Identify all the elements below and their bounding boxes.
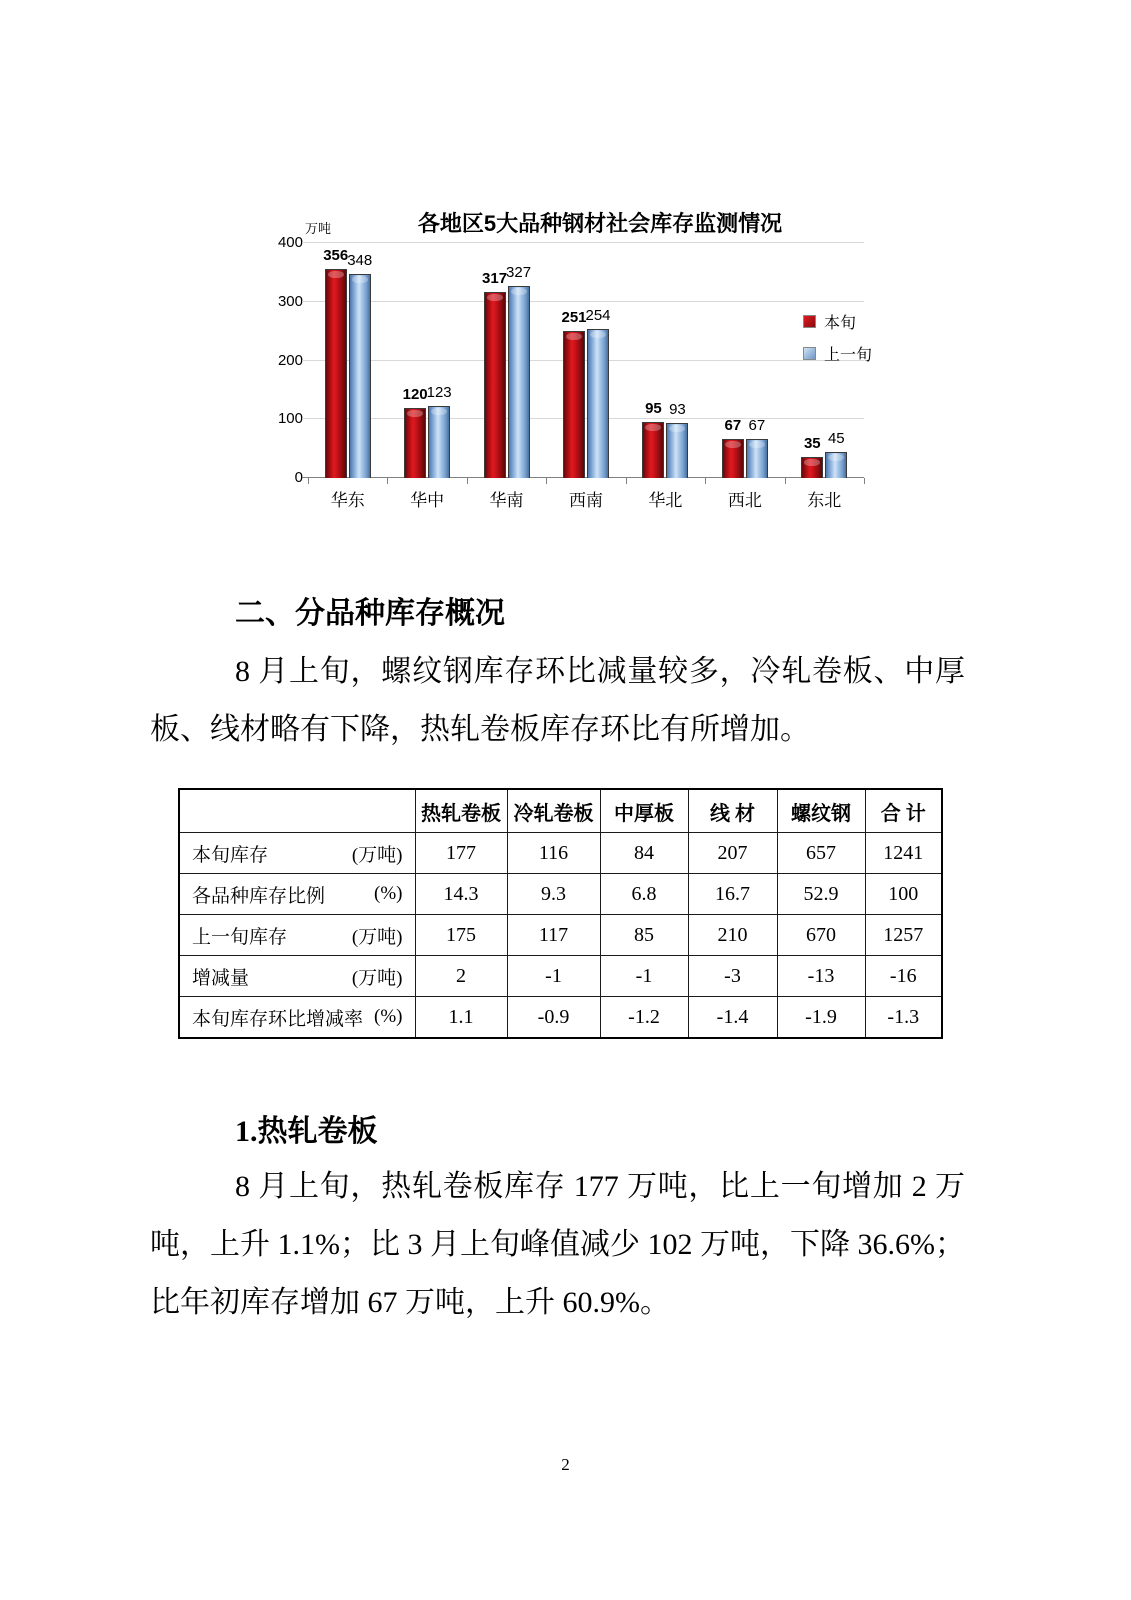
- table-value-cell: -1.9: [777, 997, 865, 1039]
- row-label-unit: (万吨): [351, 926, 403, 948]
- legend-item: [803, 343, 872, 364]
- x-axis-tick: [546, 478, 547, 484]
- x-axis-tick: [387, 478, 388, 484]
- table-value-cell: 175: [415, 915, 507, 956]
- legend-swatch-icon: [803, 315, 816, 328]
- table-row: [179, 833, 942, 874]
- table-value-cell: 1.1: [415, 997, 507, 1039]
- table-value-cell: 1241: [865, 833, 942, 874]
- x-axis-tick: [705, 478, 706, 484]
- table-value-cell: -1.2: [600, 997, 688, 1039]
- bar-value-label-current: 120: [402, 385, 428, 403]
- gridline: [302, 301, 864, 302]
- bar-value-label-previous: 123: [426, 383, 452, 401]
- chart-plot: [308, 243, 864, 478]
- row-label-text: 本旬库存环比增减率: [192, 1008, 364, 1030]
- chart-bar-current: [722, 439, 744, 478]
- y-axis-labels: [277, 234, 303, 486]
- table-row: [179, 915, 942, 956]
- chart-bar-previous: [746, 439, 768, 478]
- legend-item-label: 上一旬: [824, 347, 873, 364]
- table-row-label-cell: [179, 997, 415, 1039]
- table-row-label-cell: [179, 956, 415, 997]
- table-header-cell: 热轧卷板: [415, 789, 507, 833]
- table-header-cell: [179, 789, 415, 833]
- inventory-bar-chart: [277, 195, 880, 530]
- legend-item-label: 本旬: [824, 315, 857, 332]
- table-value-cell: -13: [777, 956, 865, 997]
- chart-bar-previous: [666, 423, 688, 478]
- section-heading-varieties: 二、分品种库存概况: [235, 597, 505, 630]
- chart-bar-current: [801, 457, 823, 478]
- y-tick-label: 0: [294, 469, 303, 486]
- x-category-label: 华东: [330, 491, 365, 510]
- row-label-text: 各品种库存比例: [192, 885, 326, 907]
- x-category-label: 华中: [410, 491, 445, 510]
- table-value-cell: -3: [688, 956, 777, 997]
- chart-bar-previous: [825, 452, 847, 478]
- table-value-cell: -1.3: [865, 997, 942, 1039]
- bar-value-label-current: 67: [724, 416, 742, 434]
- bar-value-label-previous: 327: [506, 263, 532, 281]
- row-label: [180, 963, 415, 990]
- x-category-label: 西北: [727, 491, 762, 510]
- table-value-cell: 52.9: [777, 874, 865, 915]
- table-value-cell: 16.7: [688, 874, 777, 915]
- row-label-unit: (%): [374, 1006, 403, 1027]
- table-row: [179, 956, 942, 997]
- table-value-cell: 657: [777, 833, 865, 874]
- row-label-text: 增减量: [192, 967, 250, 989]
- table-header-cell: 螺纹钢: [777, 789, 865, 833]
- x-axis-tick: [864, 478, 865, 484]
- gridline: [302, 242, 864, 243]
- x-axis-tick: [467, 478, 468, 484]
- y-tick-label: 400: [277, 234, 303, 251]
- table-row: [179, 997, 942, 1039]
- chart-bar-current: [404, 408, 426, 479]
- table-value-cell: 1257: [865, 915, 942, 956]
- x-category-label: 西南: [568, 491, 603, 510]
- row-label-unit: (万吨): [351, 967, 403, 989]
- chart-bar-previous: [349, 274, 371, 478]
- table-value-cell: 100: [865, 874, 942, 915]
- bar-value-label-previous: 93: [669, 401, 686, 419]
- x-axis-tick: [626, 478, 627, 484]
- table-value-cell: 207: [688, 833, 777, 874]
- table-row: [179, 874, 942, 915]
- table-value-cell: 210: [688, 915, 777, 956]
- table-value-cell: 14.3: [415, 874, 507, 915]
- x-category-label: 华北: [648, 491, 683, 510]
- table-row-label-cell: [179, 833, 415, 874]
- row-label-text: 本旬库存: [192, 844, 269, 866]
- x-category-label: 东北: [807, 491, 842, 510]
- table-value-cell: -1: [600, 956, 688, 997]
- x-axis-labels: [308, 486, 864, 510]
- chart-legend: [803, 311, 872, 364]
- chart-bar-previous: [428, 406, 450, 478]
- inventory-table: [178, 788, 943, 1039]
- bar-value-label-current: 317: [482, 269, 508, 287]
- table-value-cell: -1.4: [688, 997, 777, 1039]
- chart-bar-current: [325, 269, 347, 478]
- x-category-label: 华南: [489, 491, 524, 510]
- chart-bar-current: [563, 331, 585, 478]
- chart-bar-current: [484, 292, 506, 478]
- y-tick-label: 300: [277, 292, 303, 310]
- table-value-cell: 9.3: [507, 874, 600, 915]
- bar-value-label-previous: 348: [347, 251, 373, 269]
- bar-value-label-previous: 67: [748, 416, 766, 434]
- chart-bar-previous: [508, 286, 530, 478]
- row-label: [180, 881, 415, 908]
- table-value-cell: 84: [600, 833, 688, 874]
- table-value-cell: 2: [415, 956, 507, 997]
- page-number: 2: [561, 1455, 570, 1474]
- table-value-cell: -16: [865, 956, 942, 997]
- table-value-cell: 85: [600, 915, 688, 956]
- y-axis-unit-label: 万吨: [305, 221, 332, 236]
- table-value-cell: -0.9: [507, 997, 600, 1039]
- row-label-text: 上一旬库存: [192, 926, 288, 948]
- bar-value-label-current: 35: [803, 435, 821, 453]
- table-header-cell: 冷轧卷板: [507, 789, 600, 833]
- table-value-cell: 177: [415, 833, 507, 874]
- row-label-unit: (万吨): [351, 844, 403, 866]
- table-header-row: [179, 789, 942, 833]
- row-label: [180, 840, 415, 867]
- section-heading-hot-rolled: 1.热轧卷板: [235, 1115, 378, 1148]
- table-body: [179, 833, 942, 1039]
- table-row-label-cell: [179, 874, 415, 915]
- row-label: [180, 1004, 415, 1031]
- chart-bar-previous: [587, 329, 609, 478]
- table-value-cell: 117: [507, 915, 600, 956]
- table-value-cell: 6.8: [600, 874, 688, 915]
- bar-value-label-previous: 45: [827, 429, 845, 447]
- legend-item: [803, 311, 872, 332]
- table-header-cell: 合 计: [865, 789, 942, 833]
- table-header-cell: 中厚板: [600, 789, 688, 833]
- chart-title: 各地区5大品种钢材社会库存监测情况: [417, 211, 783, 236]
- x-axis-tick: [785, 478, 786, 484]
- bar-value-label-current: 251: [561, 308, 587, 326]
- bar-value-label-current: 356: [323, 246, 349, 264]
- x-axis-tick: [308, 478, 309, 484]
- bar-value-label-current: 95: [645, 400, 662, 418]
- chart-bar-current: [642, 422, 664, 478]
- table-value-cell: -1: [507, 956, 600, 997]
- y-tick-label: 100: [277, 410, 303, 428]
- paragraph-hot-rolled: 8 月上旬，热轧卷板库存 177 万吨，比上一旬增加 2 万吨，上升 1.1%；比 3 月上旬峰值减少 102 万吨，下降 36.6%；比年初库存增加 67 万吨，上升 60.9%。: [150, 1170, 965, 1319]
- table-header-cell: 线 材: [688, 789, 777, 833]
- y-tick-label: 200: [277, 351, 303, 369]
- table-head: [179, 789, 942, 833]
- table-value-cell: 670: [777, 915, 865, 956]
- legend-swatch-icon: [803, 347, 816, 360]
- bar-value-label-previous: 254: [585, 306, 611, 324]
- table-row-label-cell: [179, 915, 415, 956]
- row-label: [180, 922, 415, 949]
- table-value-cell: 116: [507, 833, 600, 874]
- row-label-unit: (%): [374, 883, 403, 904]
- paragraph-varieties-overview: 8 月上旬，螺纹钢库存环比减量较多，冷轧卷板、中厚板、线材略有下降，热轧卷板库存环比有所增加。: [150, 655, 965, 746]
